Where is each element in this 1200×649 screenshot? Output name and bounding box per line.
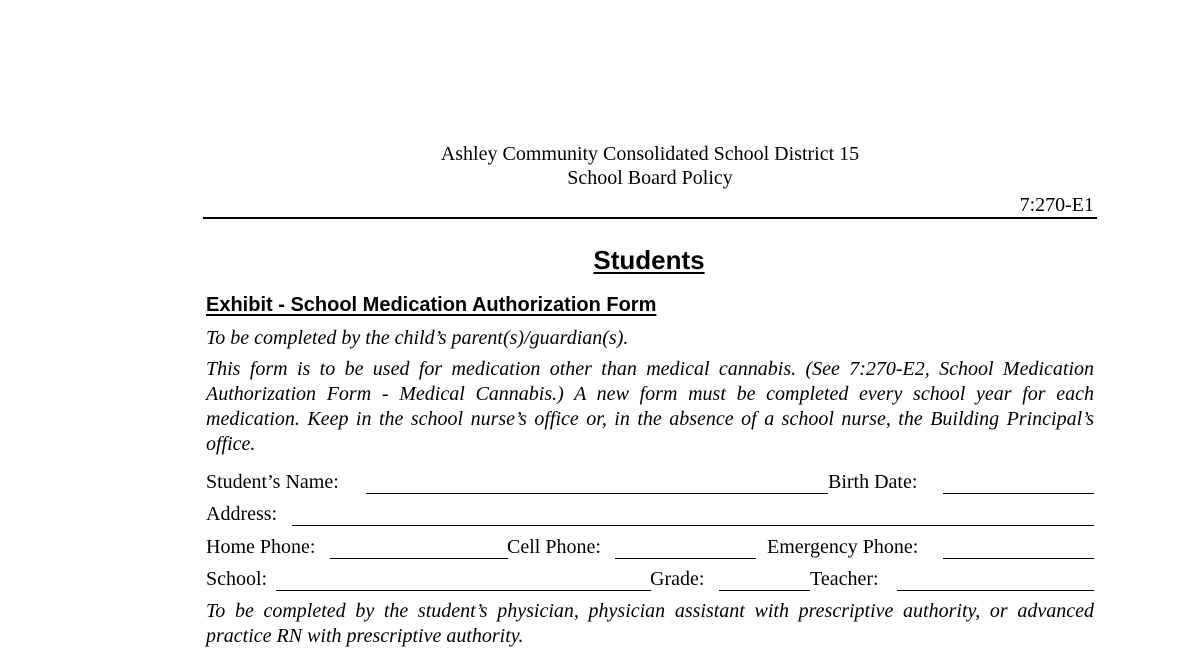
- home-phone-field[interactable]: [330, 558, 508, 559]
- school-label: School:: [206, 568, 268, 590]
- school-field[interactable]: [276, 590, 651, 591]
- parent-instruction: To be completed by the child’s parent(s)/guardian(s).: [206, 327, 629, 349]
- policy-number: 7:270-E1: [1019, 194, 1094, 216]
- field-row-phones: [0, 536, 1200, 566]
- field-row-address: [0, 503, 1200, 533]
- district-name: Ashley Community Consolidated School District 15: [440, 143, 860, 165]
- teacher-label: Teacher:: [810, 568, 879, 590]
- emergency-phone-label: Emergency Phone:: [767, 536, 919, 558]
- grade-field[interactable]: [719, 590, 810, 591]
- emergency-phone-field[interactable]: [943, 558, 1094, 559]
- cell-phone-field[interactable]: [615, 558, 756, 559]
- address-field[interactable]: [292, 525, 1094, 526]
- header-divider: [203, 217, 1097, 219]
- physician-instruction: To be completed by the student’s physician, physician assistant with prescriptive authority, or advanced practice RN with prescriptive authority.: [206, 600, 1094, 647]
- grade-label: Grade:: [650, 568, 705, 590]
- student-name-label: Student’s Name:: [206, 471, 339, 493]
- form-title: Exhibit - School Medication Authorization Form: [206, 294, 657, 316]
- policy-label: School Board Policy: [567, 167, 733, 189]
- birth-date-label: Birth Date:: [828, 471, 918, 493]
- cell-phone-label: Cell Phone:: [507, 536, 601, 558]
- birth-date-field[interactable]: [943, 493, 1094, 494]
- address-label: Address:: [206, 503, 278, 525]
- usage-note: This form is to be used for medication other than medical cannabis. (See 7:270-E2, School Medication Authorization Form - Medical Cannabis.) A new form must be completed every school year for each medication. Keep in the school nurse’s office or, in the absence of a school nurse, the Building Principal’s office.: [206, 358, 1094, 455]
- teacher-field[interactable]: [897, 590, 1094, 591]
- field-row-student: [0, 471, 1200, 501]
- field-row-school: [0, 568, 1200, 598]
- section-title: Students: [593, 245, 705, 275]
- student-name-field[interactable]: [366, 493, 828, 494]
- home-phone-label: Home Phone:: [206, 536, 316, 558]
